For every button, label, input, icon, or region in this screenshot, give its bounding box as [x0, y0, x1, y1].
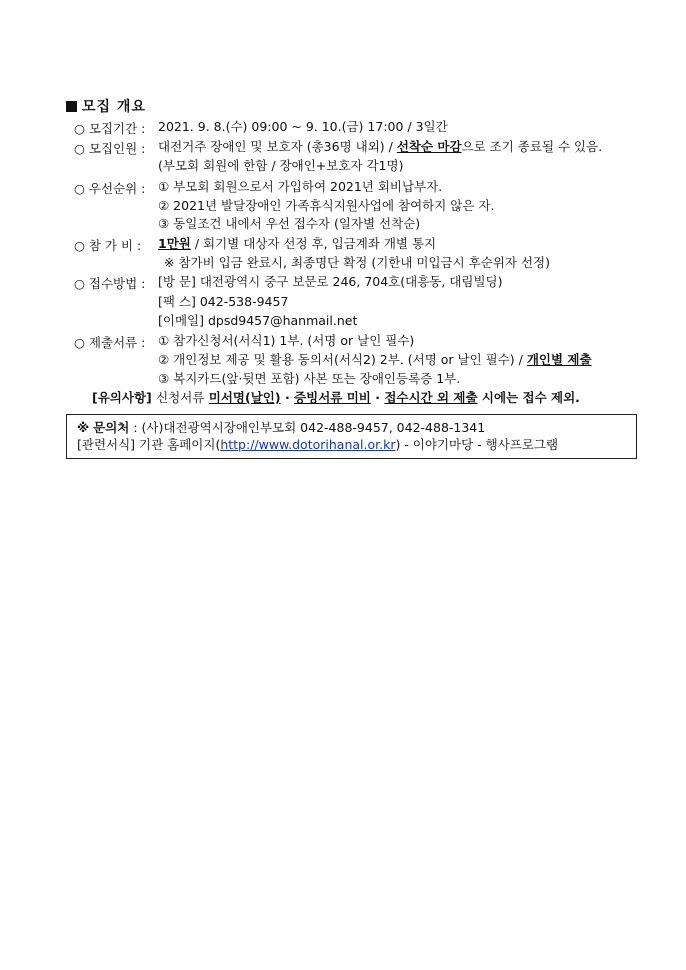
notice-text-1: 신청서류	[156, 390, 205, 405]
recruit-count-text2: 으로 조기 종료될 수 있음.	[461, 139, 603, 154]
notice-emph-late: 접수시간 외 제출	[384, 390, 478, 405]
fee-note: ※ 참가비 입금 완료시, 최종명단 확정 (기한내 미입금시 후순위자 선정)	[164, 255, 550, 270]
method-email: [이메일] dpsd9457@hanmail.net	[158, 313, 358, 328]
priority-item-2: ② 2021년 발달장애인 가족휴식지원사업에 참여하지 않은 자.	[158, 198, 495, 213]
contact-line	[77, 419, 636, 436]
section-heading	[66, 96, 146, 116]
fee-text: / 회기별 대상자 선정 후, 입금계좌 개별 통지	[194, 236, 437, 251]
method-fax: [팩 스] 042-538-9457	[158, 294, 289, 309]
recruit-count-label: ○ 모집인원 :	[74, 141, 146, 156]
notice-sep-1: ·	[284, 390, 290, 405]
priority-label: ○ 우선순위 :	[74, 181, 146, 196]
method-visit: [방 문] 대전광역시 중구 보문로 246, 704호(대흥동, 대림빌딩)	[158, 274, 503, 289]
individual-submit-emphasis: 개인별 제출	[526, 352, 592, 367]
documents-item-1: ① 참가신청서(서식1) 1부. (서명 or 날인 필수)	[158, 333, 415, 348]
notice-emph-missing: 증빙서류 미비	[294, 390, 371, 405]
fee-label: ○ 참 가 비 :	[74, 238, 142, 253]
recruit-period-value	[158, 119, 448, 135]
related-forms-line	[77, 436, 636, 453]
recruit-count-sub: (부모회 회원에 한함 / 장애인+보호자 각1명)	[158, 158, 404, 173]
contact-label: 문의처	[93, 420, 130, 435]
documents-item-2	[158, 352, 592, 368]
recruit-period-dates: 2021. 9. 8.(수) 09:00 ~ 9. 10.(금) 17:00	[158, 119, 404, 134]
first-come-emphasis: 선착순 마감	[396, 139, 462, 154]
priority-item-1: ① 부모회 회원으로서 가입하여 2021년 회비납부자.	[158, 179, 443, 194]
documents-item-2-text: ② 개인정보 제공 및 활용 동의서(서식2) 2부. (서명 or 날인 필수) /	[158, 352, 523, 367]
bullet-square-icon	[66, 101, 77, 112]
documents-label: ○ 제출서류 :	[74, 335, 146, 350]
contact-box	[66, 414, 637, 459]
recruit-period-suffix: / 3일간	[407, 119, 448, 134]
reference-mark: ※	[77, 420, 90, 435]
notice-sep-2: ·	[375, 390, 380, 405]
priority-item-3: ③ 동일조건 내에서 우선 접수자 (일자별 선착순)	[158, 216, 421, 231]
recruit-count-value	[158, 139, 602, 155]
contact-text: : (사)대전광역시장애인부모회 042-488-9457, 042-488-1341	[133, 420, 486, 435]
notice-line	[92, 390, 580, 406]
recruit-period-label: ○ 모집기간 :	[74, 121, 146, 136]
notice-text-4: 시에는 접수 제외.	[481, 390, 580, 405]
fee-value	[158, 236, 436, 252]
recruit-count-text: 대전거주 장애인 및 보호자 (총36명 내외) /	[158, 139, 393, 154]
related-label: [관련서식] 기관 홈페이지(	[77, 437, 221, 452]
notice-emph-unsigned: 미서명(날인)	[208, 390, 281, 405]
section-title: 모집 개요	[82, 99, 146, 115]
related-suffix: ) - 이야기마당 - 행사프로그램	[395, 437, 559, 452]
documents-item-3: ③ 복지카드(앞·뒷면 포함) 사본 또는 장애인등록증 1부.	[158, 371, 461, 386]
method-label: ○ 접수방법 :	[74, 276, 146, 291]
fee-amount: 1만원	[158, 236, 191, 251]
notice-label: [유의사항]	[92, 390, 152, 405]
homepage-link[interactable]: http://www.dotorihanal.or.kr	[220, 437, 396, 452]
